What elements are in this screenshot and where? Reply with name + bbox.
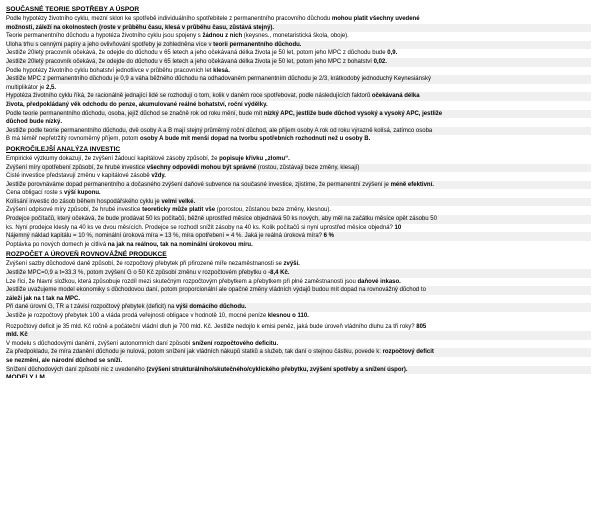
section-heading: ROZPOČET A ÚROVEŇ ROVNOVÁŽNÉ PRODUKCE [6,251,167,259]
question-text: V modelu s důchodovými daněmi, zvýšení autonomních daní způsobí [6,340,193,347]
bold-answer-text: rozpočtový deficit [382,349,434,356]
paragraph-line [6,92,591,101]
paragraph-line [6,15,591,24]
question-text: Podle teorie permanentního důchodu, osoba, jejíž důchod se značně rok od roku mění, bude mít [6,110,264,117]
bold-answer-text: nízký APC, jestliže bude důchod vysoký a vysoký APC, jestliže [263,110,443,117]
question-text: Jestliže uvažujeme model ekonomiky s důchodovou daní, potom proporcionální ale opačné změny vládních výdajů budou mít dopad na rovnovážný důchod to [6,287,426,294]
paragraph-line [6,366,591,375]
bold-answer-text: mohou platit všechny uvedené [331,16,420,22]
paragraph-line [6,215,591,224]
question-text: Prodejce počítačů, který očekává, že bude prodávat 50 ks počítačů, běžně uprostřed měsíce objednává 50 ks nových, aby měl na začátku měsíce opět zásobu 50 [6,216,437,223]
question-text: multiplikátor je [6,84,47,91]
question-text: Snížení důchodových daní způsobí nic z uvedeného [6,366,147,373]
paragraph-line [6,232,591,241]
question-text: ks. Nyní prodejce klesly na 40 ks ve dvou měsících. Prodejce se rozhodl snížit zásoby na 40 ks. Kolik počítačů si nyní uprostřed měsíce objedná? [6,224,395,231]
paragraph-line [6,58,591,67]
section-heading: POKROČILEJŠÍ ANALÝZA INVESTIC [6,145,121,153]
question-text: Jestliže 20letý pracovník očekává, že odejde do důchodu v 65 letech a jeho očekávaná délka života je 50 let, potom jeho MPC z bohatství [6,58,374,65]
bold-answer-text: výší kuponu. [64,190,101,197]
paragraph-line [6,41,591,50]
paragraph-line [6,331,591,340]
section [6,146,591,250]
bold-answer-text: záleží jak na t tak na MPC. [6,295,81,302]
question-text: Zvýšení sazby důchodové daně způsobí, že rozpočtový přebytek při přirozené míře nezaměstnanosti se [6,261,284,268]
section [6,6,591,144]
question-text: Čisté investice představují změnu v kapitálové zásobě [6,173,152,180]
question-text: Cena obligací roste s [6,190,65,197]
bold-answer-text: 805 [416,323,427,330]
bold-answer-text: 6 % [323,233,335,240]
paragraph-line [6,198,591,207]
bold-answer-text: důchod bude nízký. [6,119,63,126]
paragraph-line [6,164,591,173]
question-text: Zvýšení odpisové míry způsobí, že hrubé investice [6,207,143,214]
question-text: Jestliže MPC=0,9 a t=33.3 %, potom zvýšení G o 50 Kč způsobí změnu v rozpočtovém přebytku o [6,270,269,277]
paragraph-line [6,24,591,33]
bold-answer-text: daňové inkaso. [357,278,401,285]
bold-answer-text: -8,4 Kč. [268,270,290,277]
paragraph-line [6,278,591,287]
paragraph-line [6,67,591,76]
question-text: Úloha trhu s cennými papíry a jeho ovlivňování spotřeby je zohledněna více v [6,41,214,48]
paragraph-line [6,189,591,198]
paragraph-line [6,286,591,295]
bold-answer-text: teoreticky může platit vše [142,207,216,214]
bold-answer-text: osoby A bude mít menší dopad na tvorbu spotřebních rozhodnutí než u osoby B. [140,136,371,143]
paragraph-line [6,118,591,127]
paragraph-line [6,269,591,278]
question-text: Kolísání investic do zásob během hospodářského cyklu je [6,198,162,205]
paragraph-line [6,224,591,233]
paragraph-line [6,32,591,41]
bold-answer-text: očekávaná délka [371,93,420,100]
question-text: (keysnes., monetaristická škola, oboje). [242,33,349,40]
bold-answer-text: velmi velké. [161,198,196,205]
question-text: Nájemný náklad kapitálu = 10 %, nominální úroková míra = 13 %, míra opotřebení = 4 %. Jaká je reálná úroková míra? [6,233,324,240]
bold-answer-text: života, předpokládaný věk odchodu do penze, akumulované reálné bohatství, roční výdělky. [6,101,268,108]
paragraph-line [6,206,591,215]
paragraph-line [6,127,591,136]
question-text: Jestliže podle teorie permanentního důchodu, dvě osoby A a B mají stejný průměrný roční důchod, ale příjem osoby A rok od roku výrazně kolísá, zatímco osoba [6,127,433,134]
question-text: Teorie permanentního důchodu a hypotéza životního cyklu jsou spojeny s [6,33,203,40]
bold-answer-text: (zvýšení strukturálního/skutečného/cyklického přebytku, zvýšení spotřeby a snížení úspor). [146,366,408,373]
bold-answer-text: 0,02. [373,58,387,65]
bold-answer-text: teorii permanentního důchodu. [213,41,302,48]
bold-answer-text: 10 [394,224,402,231]
question-text: Za předpokladu, že míra zdanění důchodu je nulová, potom snížení jak vládních nákupů statků a služeb, tak daní o stejnou částku, povede k: [6,349,383,356]
paragraph-line [6,348,591,357]
question-text: Zvýšení míry opotřebení způsobí, že hrubé investice [6,164,147,171]
paragraph-line [6,75,591,84]
bold-answer-text: 0,9. [387,50,398,57]
paragraph-line [6,303,591,312]
bold-answer-text: žádnou z nich [202,33,243,40]
bold-answer-text: mld. Kč [6,332,28,339]
question-text: Jestliže je rozpočtový přebytek 100 a vláda prodá veřejnosti obligace v hodnotě 10, mocné peníze [6,313,268,319]
bold-answer-text: klesnou o 110. [267,313,309,319]
question-text: Rozpočtový deficit je 35 mld. Kč ročně a počáteční vládní dluh je 700 mld. Kč. Jestliže nedojlo k emisi peněz, jaká bude úroveň vládního dluhu za tři roky? [6,323,417,330]
question-text: Hypotéza životního cyklu říká, že racionálně jednající lidé se rozhodují o tom, kolik v daném roce spotřebovat, podle následujících faktorů [6,93,372,100]
bold-answer-text: popisuje křivku „zlomu“. [219,155,290,162]
paragraph-line [6,101,591,110]
question-text: Při dané úrovni G, TR a t závisí rozpočtový přebytek (deficit) na [6,304,176,311]
paragraph-line [6,110,591,119]
question-text: Jestliže 20letý pracovník očekává, že odejde do důchodu v 65 letech a jeho očekávaná délka života je 50 let, potom jeho MPC z důchodu bude [6,50,388,57]
paragraph-line [6,295,591,304]
section-heading: MODELY LM [6,374,45,379]
bold-answer-text: všechny odpovědi mohou být správné [146,164,257,171]
bold-answer-text: se nezmění, ale národní důchod se sníží. [6,357,123,364]
paragraph-line [6,135,591,144]
bold-answer-text: klesá. [213,67,230,74]
bold-answer-text: vždy. [151,173,166,180]
section [6,251,591,320]
paragraph-line [6,340,591,349]
question-text: Podle hypotézy životního cyklu, mezní sklon ke spotřebě individuálního spotřebitele z permanentního pracovního důchodu [6,16,332,22]
bold-answer-text: výši domácího důchodu. [175,304,247,311]
bold-answer-text: zvýší. [283,261,300,268]
bold-answer-text: 2,5. [46,84,57,91]
question-text: Empirické výzkumy dokazují, že zvýšení žádoucí kapitálové zásoby způsobí, že [6,155,220,162]
question-text: B má téměř nepřetržitý rovnoměrný příjem, potom [6,136,141,143]
paragraph-line [6,49,591,58]
paragraph-line [6,260,591,269]
paragraph-line [6,323,591,332]
bold-answer-text: méně efektivní. [390,181,434,188]
paragraph-line [6,241,591,250]
bold-answer-text: možnosti, záleží na okolnostech (roste v průběhu času, klesá v průběhu času, zůstává stejný). [6,24,275,31]
section-heading: SOUČASNÉ TEORIE SPOTŘEBY A ÚSPOR [6,6,140,13]
bold-answer-text: na jak na reálnou, tak na nominální úrokovou míru. [107,241,253,248]
question-text: (porostou, zůstanou beze změny, klesnou). [215,207,332,214]
question-text: Jestliže MPC z permanentního důchodu je 0,9 a váha běžného důchodu na odhadovaném permanentním důchodu je 2/3, krátkodobý jednoduchý Keynesiánský [6,76,431,83]
bold-answer-text: snížení rozpočtového deficitu. [192,340,279,347]
paragraph-line [6,312,591,321]
question-text: (rostou, zůstávají beze změny, klesají) [256,164,360,171]
question-text: Podle hypotézy životního cyklu bohatství jednotlivce v průběhu pracovních let [6,67,214,74]
question-text: Lze říci, že hlavní složkou, která způsobuje rozdíl mezi skutečným rozpočtovým přebytkem a přebytkem při plné zaměstnanosti jsou [6,278,358,285]
question-text: Jestliže porovnáváme dopad permanentního a dočasného zvýšení daňové subvence na současné investice, zjistíme, že permanentní zvýšení je [6,181,391,188]
paragraph-line [6,84,591,93]
paragraph-line [6,181,591,190]
paragraph-line [6,172,591,181]
question-text: Poptávka po nových domech je citlivá [6,241,108,248]
paragraph-line [6,357,591,366]
paragraph-line [6,155,591,164]
